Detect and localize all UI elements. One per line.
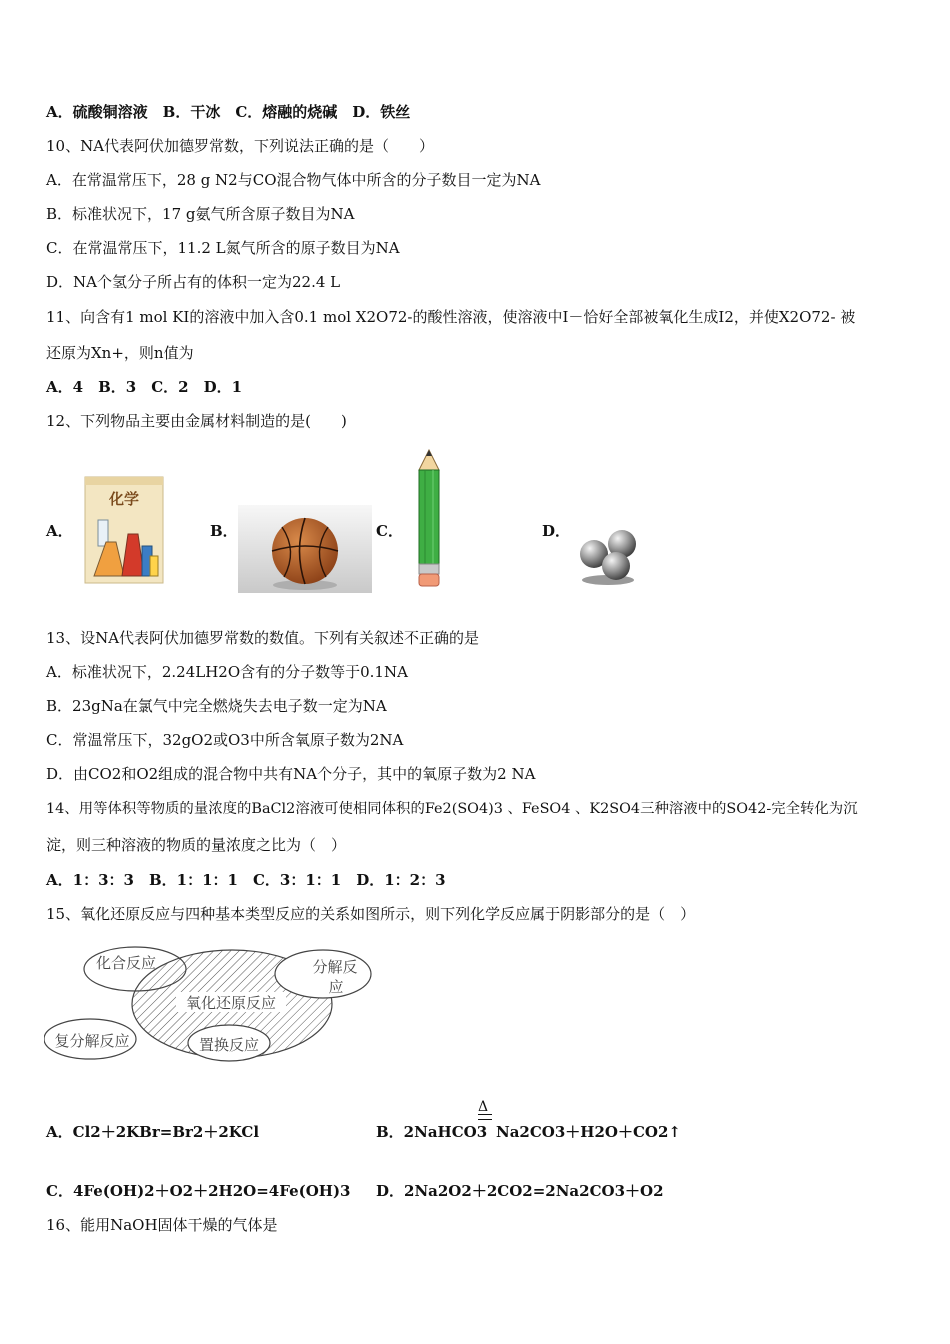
q12-label-d: D． — [542, 522, 571, 540]
q13-option-a: A．标准状况下，2.24LH2O含有的分子数等于0.1NA — [46, 663, 408, 681]
book-title: 化学 — [108, 490, 140, 508]
q12-label-c: C． — [376, 522, 403, 540]
label-redox: 氧化还原反应 — [185, 994, 277, 1012]
q15-option-b-suffix: Na2CO3＋H2O＋CO2↑ — [496, 1123, 681, 1141]
q10-option-a: A．在常温常压下，28 g N2与CO混合物气体中所含的分子数目一定为NA — [46, 171, 541, 189]
q10-option-b: B．标准状况下，17 g氨气所含原子数目为NA — [46, 205, 355, 223]
q10-option-c: C．在常温常压下，11.2 L氮气所含的原子数目为NA — [46, 239, 400, 257]
q15-option-c: C．4Fe(OH)2＋O2＋2H2O=4Fe(OH)3 — [46, 1182, 351, 1200]
q11-stem-line2: 还原为Xn+，则n值为 — [46, 344, 194, 362]
q14-options: A．1：3：3 B．1：1：1 C．3：1：1 D．1：2：3 — [46, 871, 446, 889]
chemistry-book-image — [84, 476, 164, 588]
metal-balls-image — [574, 526, 644, 592]
q13-stem: 13、设NA代表阿伏加德罗常数的数值。下列有关叙述不正确的是 — [46, 629, 480, 647]
q13-option-c: C．常温常压下，32gO2或O3中所含氧原子数为2NA — [46, 731, 404, 749]
q15-heat-condition: Δ — [478, 1099, 489, 1115]
q15-stem: 15、氧化还原反应与四种基本类型反应的关系如图所示，则下列化学反应属于阴影部分的是（ ） — [46, 905, 696, 923]
reaction-relationship-diagram — [44, 942, 380, 1074]
q15-option-b-prefix: B．2NaHCO3 — [376, 1123, 488, 1141]
label-combination: 化合反应 — [95, 954, 157, 972]
q14-stem-line2: 淀，则三种溶液的物质的量浓度之比为（ ） — [46, 836, 347, 854]
label-double-displacement: 复分解反应 — [54, 1032, 130, 1050]
label-decomposition-1: 分解反 — [312, 958, 358, 976]
q13-option-d: D．由CO2和O2组成的混合物中共有NA个分子，其中的氧原子数为2 NA — [46, 765, 536, 783]
q12-label-b: B． — [210, 522, 238, 540]
label-displacement: 置换反应 — [198, 1036, 260, 1054]
q10-option-d: D．NA个氢分子所占有的体积一定为22.4 L — [46, 273, 341, 291]
q11-stem-line1: 11、向含有1 mol KI的溶液中加入含0.1 mol X2O72-的酸性溶液，使溶液中I－恰好全部被氧化生成I2，并使X2O72- 被 — [46, 308, 856, 326]
basketball-image — [238, 505, 372, 597]
q15-option-a: A．Cl2＋2KBr=Br2＋2KCl — [46, 1123, 260, 1141]
pencil-image — [412, 448, 446, 592]
label-decomposition-2: 应 — [328, 978, 344, 996]
q14-stem-line1: 14、用等体积等物质的量浓度的BaCl2溶液可使相同体积的Fe2(SO4)3 、FeSO4 、K2SO4三种溶液中的SO42-完全转化为沉 — [46, 801, 858, 817]
q15-option-d: D．2Na2O2＋2CO2=2Na2CO3＋O2 — [376, 1182, 664, 1200]
q12-label-a: A． — [46, 522, 73, 540]
q10-stem: 10、NA代表阿伏加德罗常数，下列说法正确的是（ ） — [46, 137, 435, 155]
q13-option-b: B．23gNa在氯气中完全燃烧失去电子数一定为NA — [46, 697, 387, 715]
q12-stem: 12、下列物品主要由金属材料制造的是( ) — [46, 412, 347, 430]
q9-options: A．硫酸铜溶液 B．干冰 C．熔融的烧碱 D．铁丝 — [46, 103, 411, 121]
q15-reaction-arrow — [478, 1114, 492, 1120]
q11-options: A．4 B．3 C．2 D．1 — [46, 378, 243, 396]
q16-stem: 16、能用NaOH固体干燥的气体是 — [46, 1216, 278, 1234]
